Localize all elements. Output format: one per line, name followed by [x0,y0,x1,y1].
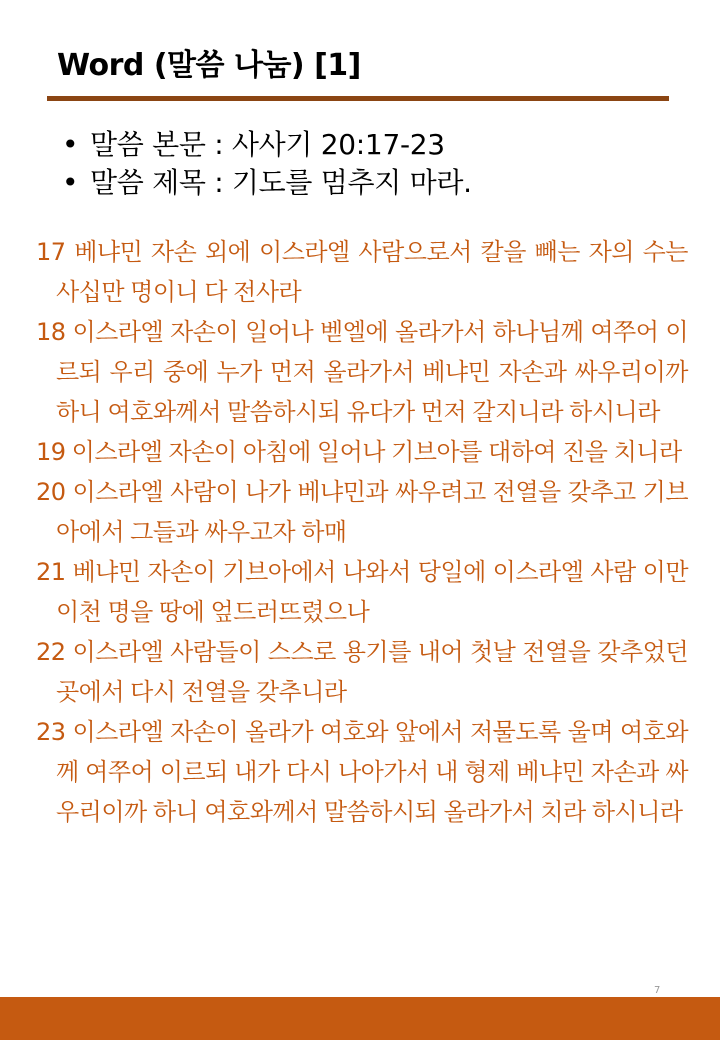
scripture-passage [36,232,688,832]
verse-18: 18 이스라엘 자손이 일어나 벧엘에 올라가서 하나님께 여쭈어 이르되 우리 중에 누가 먼저 올라가서 베냐민 자손과 싸우리이까 하니 여호와께서 말씀하시되 유다가 먼저 갈지니라 하시니라 [36,318,688,426]
verse-19: 19 이스라엘 자손이 아침에 일어나 기브아를 대하여 진을 치니라 [36,438,682,466]
bullet-item-scripture [62,126,472,164]
slide-title: Word (말씀 나눔) [1] [57,48,361,83]
footer-bar [0,997,720,1040]
page-number: 7 [654,985,661,996]
verse-22: 22 이스라엘 사람들이 스스로 용기를 내어 첫날 전열을 갖추었던 곳에서 다시 전열을 갖추니라 [36,638,688,706]
bullet-icon: • [62,166,79,199]
bullet-label: 말씀 본문 : 사사기 20:17-23 [90,128,445,161]
verse-20: 20 이스라엘 사람이 나가 베냐민과 싸우려고 전열을 갖추고 기브아에서 그들과 싸우고자 하매 [36,478,688,546]
verse-21: 21 베냐민 자손이 기브아에서 나와서 당일에 이스라엘 사람 이만 이천 명을 땅에 엎드러뜨렸으나 [36,558,688,626]
title-divider [47,96,669,101]
bullet-label: 말씀 제목 : 기도를 멈추지 마라. [90,166,472,199]
bullet-icon: • [62,128,79,161]
bullet-item-title [62,164,472,202]
verse-23: 23 이스라엘 자손이 올라가 여호와 앞에서 저물도록 울며 여호와께 여쭈어 이르되 내가 다시 나아가서 내 형제 베냐민 자손과 싸우리이까 하니 여호와께서 말씀하시되 올라가서 치라 하시니라 [36,718,688,826]
sermon-info-list [62,126,472,202]
verse-17: 17 베냐민 자손 외에 이스라엘 사람으로서 칼을 빼는 자의 수는 사십만 명이니 다 전사라 [36,238,688,306]
